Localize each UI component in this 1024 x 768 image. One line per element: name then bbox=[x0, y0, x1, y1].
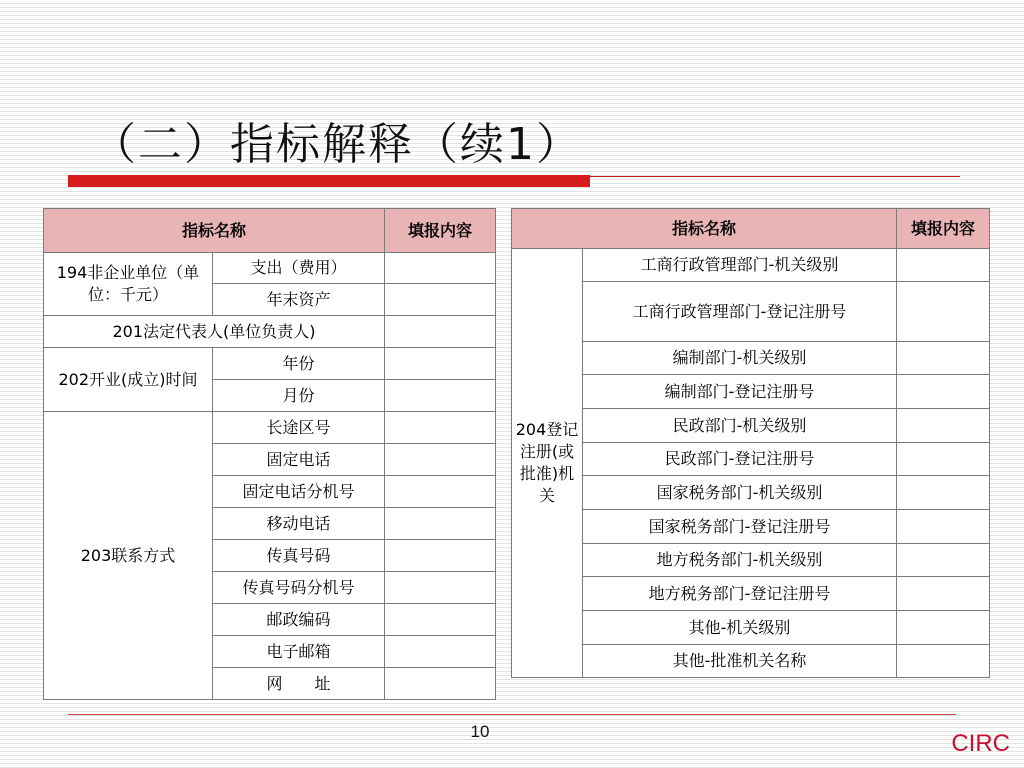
table-row bbox=[512, 544, 990, 577]
table-row bbox=[44, 316, 496, 348]
row-item: 年末资产 bbox=[213, 284, 385, 316]
row-item: 长途区号 bbox=[213, 412, 385, 444]
table-row bbox=[512, 342, 990, 375]
fill-cell[interactable] bbox=[385, 540, 496, 572]
fill-cell[interactable] bbox=[897, 375, 990, 409]
row-item: 传真号码分机号 bbox=[213, 572, 385, 604]
header-fill-content: 填报内容 bbox=[385, 209, 496, 253]
row-group-label: 204登记注册(或批准)机关 bbox=[512, 249, 583, 678]
row-item: 网 址 bbox=[213, 668, 385, 700]
row-item: 固定电话 bbox=[213, 444, 385, 476]
row-item: 编制部门-登记注册号 bbox=[583, 375, 897, 409]
row-item: 地方税务部门-登记注册号 bbox=[583, 577, 897, 611]
fill-cell[interactable] bbox=[897, 645, 990, 678]
row-item: 固定电话分机号 bbox=[213, 476, 385, 508]
table-header-row bbox=[44, 209, 496, 253]
fill-cell[interactable] bbox=[385, 476, 496, 508]
fill-cell[interactable] bbox=[385, 668, 496, 700]
table-row bbox=[512, 443, 990, 476]
table-row bbox=[512, 645, 990, 678]
table-row bbox=[512, 611, 990, 645]
row-item: 邮政编码 bbox=[213, 604, 385, 636]
table-row bbox=[512, 476, 990, 510]
row-item: 支出（费用） bbox=[213, 253, 385, 284]
table-row bbox=[512, 375, 990, 409]
indicator-table-left bbox=[43, 208, 496, 700]
fill-cell[interactable] bbox=[385, 253, 496, 284]
row-group-label: 202开业(成立)时间 bbox=[44, 348, 213, 412]
fill-cell[interactable] bbox=[385, 348, 496, 380]
header-indicator-name: 指标名称 bbox=[512, 209, 897, 249]
row-item: 编制部门-机关级别 bbox=[583, 342, 897, 375]
footer-divider bbox=[68, 714, 956, 715]
fill-cell[interactable] bbox=[385, 412, 496, 444]
row-item: 其他-机关级别 bbox=[583, 611, 897, 645]
row-item: 工商行政管理部门-登记注册号 bbox=[583, 282, 897, 342]
fill-cell[interactable] bbox=[897, 510, 990, 544]
header-indicator-name: 指标名称 bbox=[44, 209, 385, 253]
row-item: 国家税务部门-机关级别 bbox=[583, 476, 897, 510]
fill-cell[interactable] bbox=[385, 508, 496, 540]
fill-cell[interactable] bbox=[385, 636, 496, 668]
fill-cell[interactable] bbox=[385, 572, 496, 604]
table-header-row bbox=[512, 209, 990, 249]
page-number: 10 bbox=[470, 722, 490, 741]
row-item: 地方税务部门-机关级别 bbox=[583, 544, 897, 577]
header-fill-content: 填报内容 bbox=[897, 209, 990, 249]
fill-cell[interactable] bbox=[385, 444, 496, 476]
fill-cell[interactable] bbox=[385, 284, 496, 316]
table-row bbox=[512, 282, 990, 342]
fill-cell[interactable] bbox=[385, 380, 496, 412]
fill-cell[interactable] bbox=[897, 476, 990, 510]
table-row bbox=[44, 348, 496, 380]
table-row bbox=[512, 577, 990, 611]
table-row bbox=[512, 249, 990, 282]
title-underline-thin bbox=[590, 176, 960, 177]
fill-cell[interactable] bbox=[897, 611, 990, 645]
row-item: 电子邮箱 bbox=[213, 636, 385, 668]
row-group-label: 194非企业单位（单位：千元） bbox=[44, 253, 213, 316]
fill-cell[interactable] bbox=[897, 342, 990, 375]
row-group-label: 203联系方式 bbox=[44, 412, 213, 700]
table-row bbox=[44, 253, 496, 284]
table-row bbox=[512, 409, 990, 443]
fill-cell[interactable] bbox=[385, 604, 496, 636]
row-item: 工商行政管理部门-机关级别 bbox=[583, 249, 897, 282]
row-item: 民政部门-机关级别 bbox=[583, 409, 897, 443]
table-row bbox=[44, 412, 496, 444]
circ-logo: CIRC bbox=[951, 730, 1010, 757]
row-item: 其他-批准机关名称 bbox=[583, 645, 897, 678]
page-title: （二）指标解释（续1） bbox=[92, 119, 582, 170]
table-row bbox=[512, 510, 990, 544]
fill-cell[interactable] bbox=[897, 577, 990, 611]
title-underline-bar bbox=[68, 175, 590, 187]
fill-cell[interactable] bbox=[897, 443, 990, 476]
fill-cell[interactable] bbox=[385, 316, 496, 348]
fill-cell[interactable] bbox=[897, 544, 990, 577]
fill-cell[interactable] bbox=[897, 282, 990, 342]
fill-cell[interactable] bbox=[897, 409, 990, 443]
row-item: 年份 bbox=[213, 348, 385, 380]
row-item: 传真号码 bbox=[213, 540, 385, 572]
fill-cell[interactable] bbox=[897, 249, 990, 282]
row-item: 民政部门-登记注册号 bbox=[583, 443, 897, 476]
row-item: 国家税务部门-登记注册号 bbox=[583, 510, 897, 544]
row-item: 移动电话 bbox=[213, 508, 385, 540]
indicator-table-right bbox=[511, 208, 990, 678]
row-item: 201法定代表人(单位负责人) bbox=[44, 316, 385, 348]
row-item: 月份 bbox=[213, 380, 385, 412]
